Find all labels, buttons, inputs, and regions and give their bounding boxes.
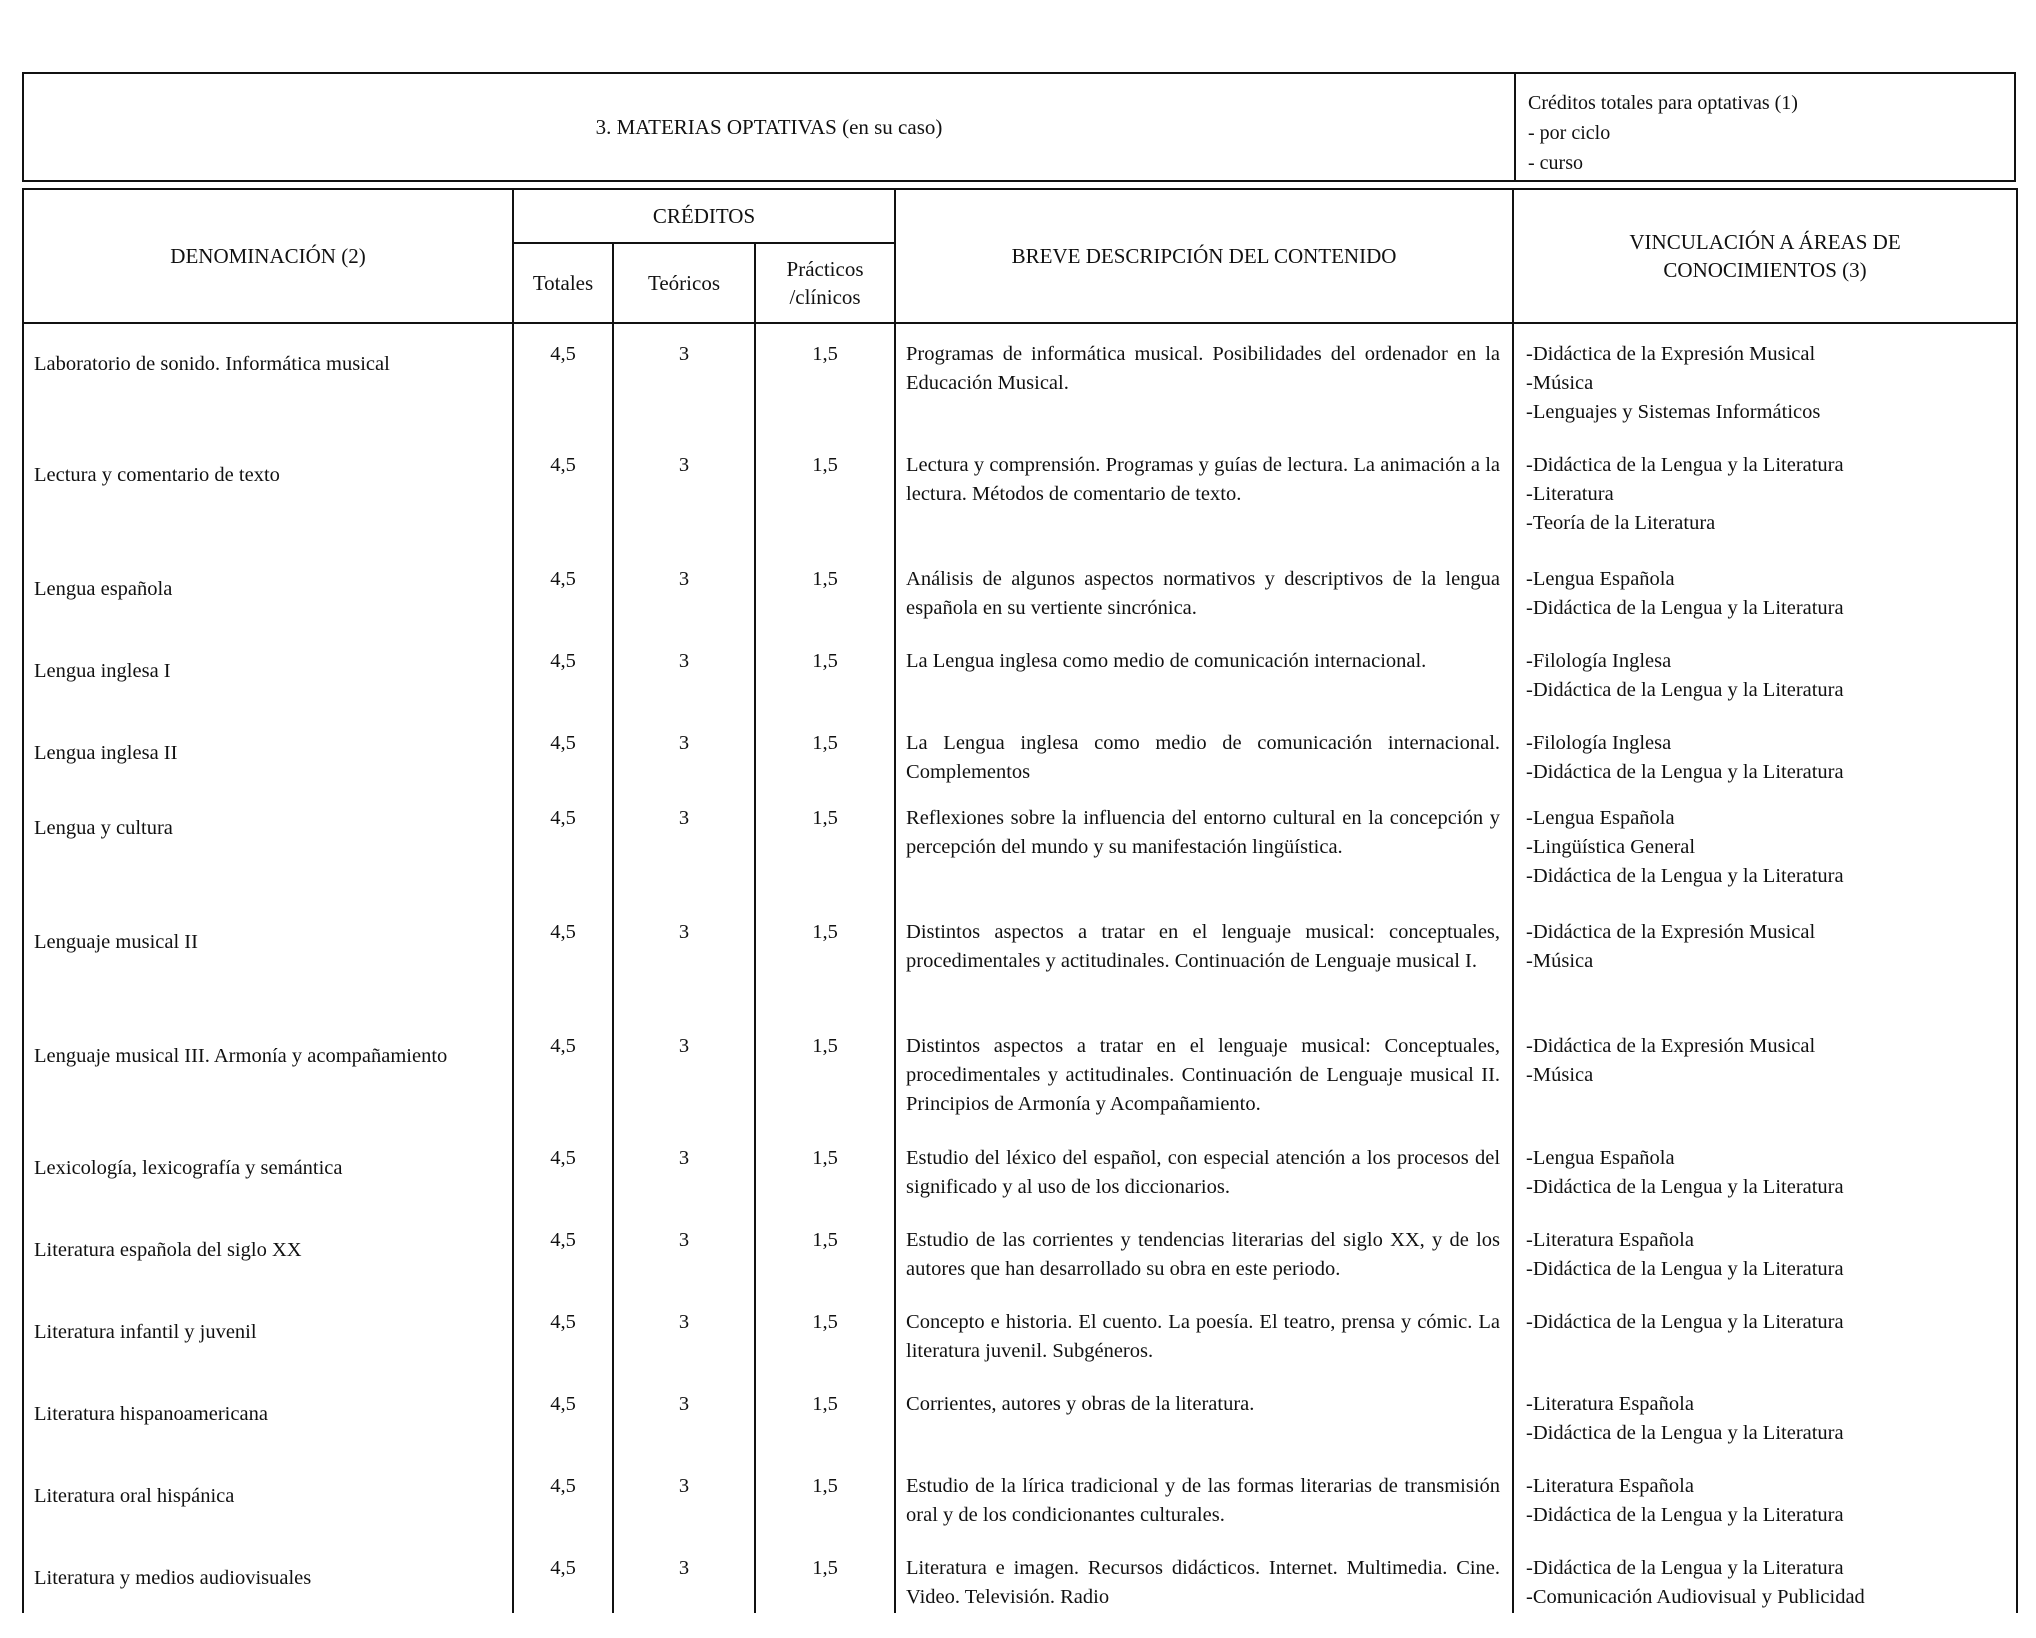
- credits-teoricos: 3: [613, 1016, 755, 1128]
- knowledge-area-item: -Lengua Española: [1526, 1147, 1675, 1169]
- subject-description: Estudio de la lírica tradicional y de las formas literarias de transmisión oral y de los condicionantes culturales.: [895, 1456, 1513, 1538]
- table-row: [23, 1210, 2017, 1292]
- credits-totales: 4,5: [513, 1456, 613, 1538]
- knowledge-area-item: -Literatura: [1526, 483, 1614, 505]
- credits-practicos: 1,5: [755, 323, 895, 435]
- credits-totales: 4,5: [513, 1292, 613, 1374]
- credits-practicos: 1,5: [755, 788, 895, 902]
- subject-name: Laboratorio de sonido. Informática musical: [23, 323, 513, 435]
- knowledge-areas: [1513, 788, 2017, 902]
- knowledge-area-item: -Didáctica de la Lengua y la Literatura: [1526, 1311, 1844, 1333]
- knowledge-area-item: -Literatura Española: [1526, 1475, 1694, 1497]
- subject-description: Lectura y comprensión. Programas y guías de lectura. La animación a la lectura. Métodos de comentario de texto.: [895, 435, 1513, 549]
- subject-description: Reflexiones sobre la influencia del entorno cultural en la concepción y percepción del mundo y su manifestación lingüística.: [895, 788, 1513, 902]
- knowledge-area-item: -Didáctica de la Lengua y la Literatura: [1526, 1504, 1844, 1526]
- subject-name: Lengua inglesa I: [23, 631, 513, 713]
- table-row: [23, 1016, 2017, 1128]
- table-row: [23, 1374, 2017, 1456]
- credits-practicos: 1,5: [755, 1128, 895, 1210]
- knowledge-area-item: -Didáctica de la Expresión Musical: [1526, 921, 1816, 943]
- table-row: [23, 1538, 2017, 1613]
- knowledge-area-item: -Didáctica de la Lengua y la Literatura: [1526, 1176, 1844, 1198]
- knowledge-areas: [1513, 323, 2017, 435]
- knowledge-area-item: -Lengua Española: [1526, 807, 1675, 829]
- credits-totales: 4,5: [513, 549, 613, 631]
- column-header-practicos-label: Prácticos /clínicos: [786, 257, 864, 309]
- knowledge-area-item: -Música: [1526, 372, 1594, 394]
- knowledge-area-item: -Lengua Española: [1526, 568, 1675, 590]
- document-page: [22, 72, 2016, 1613]
- subject-description: Análisis de algunos aspectos normativos y descriptivos de la lengua española en su vertiente sincrónica.: [895, 549, 1513, 631]
- credits-line: Créditos totales para optativas (1): [1528, 92, 1798, 114]
- credits-totales: 4,5: [513, 1538, 613, 1613]
- knowledge-areas: [1513, 1128, 2017, 1210]
- subject-description: Programas de informática musical. Posibilidades del ordenador en la Educación Musical.: [895, 323, 1513, 435]
- credits-practicos: 1,5: [755, 713, 895, 788]
- subject-name: Literatura y medios audiovisuales: [23, 1538, 513, 1613]
- subject-description: Estudio de las corrientes y tendencias literarias del siglo XX, y de los autores que han desarrollado su obra en este periodo.: [895, 1210, 1513, 1292]
- table-row: [23, 1456, 2017, 1538]
- subject-name: Lengua y cultura: [23, 788, 513, 902]
- subject-description: Literatura e imagen. Recursos didácticos. Internet. Multimedia. Cine. Video. Televisión. Radio: [895, 1538, 1513, 1613]
- column-header-totales: Totales: [513, 243, 613, 323]
- column-header-description: BREVE DESCRIPCIÓN DEL CONTENIDO: [895, 189, 1513, 323]
- knowledge-areas: [1513, 1538, 2017, 1613]
- credits-teoricos: 3: [613, 1292, 755, 1374]
- subject-description: La Lengua inglesa como medio de comunicación internacional. Complementos: [895, 713, 1513, 788]
- table-body: [23, 323, 2017, 1613]
- credits-totales: 4,5: [513, 788, 613, 902]
- subject-name: Lengua española: [23, 549, 513, 631]
- credits-totales: 4,5: [513, 1210, 613, 1292]
- credits-teoricos: 3: [613, 1456, 755, 1538]
- credits-line: - por ciclo: [1528, 122, 1611, 144]
- knowledge-area-item: -Filología Inglesa: [1526, 650, 1672, 672]
- credits-totales: 4,5: [513, 435, 613, 549]
- knowledge-area-item: -Didáctica de la Lengua y la Literatura: [1526, 1557, 1844, 1579]
- table-row: [23, 788, 2017, 902]
- knowledge-areas: [1513, 1016, 2017, 1128]
- knowledge-area-item: -Filología Inglesa: [1526, 732, 1672, 754]
- table-row: [23, 549, 2017, 631]
- credits-practicos: 1,5: [755, 1016, 895, 1128]
- knowledge-area-item: -Didáctica de la Lengua y la Literatura: [1526, 1258, 1844, 1280]
- knowledge-areas: [1513, 1456, 2017, 1538]
- knowledge-area-item: -Música: [1526, 1064, 1594, 1086]
- subject-name: Literatura hispanoamericana: [23, 1374, 513, 1456]
- knowledge-area-item: -Didáctica de la Lengua y la Literatura: [1526, 761, 1844, 783]
- table-row: [23, 631, 2017, 713]
- table-row: [23, 323, 2017, 435]
- subject-name: Lenguaje musical II: [23, 902, 513, 1016]
- credits-teoricos: 3: [613, 1128, 755, 1210]
- subject-description: Corrientes, autores y obras de la literatura.: [895, 1374, 1513, 1456]
- total-credits-box: [1516, 74, 2014, 180]
- knowledge-area-item: -Didáctica de la Lengua y la Literatura: [1526, 679, 1844, 701]
- knowledge-areas: [1513, 435, 2017, 549]
- section-header: [22, 72, 2016, 182]
- column-header-credits: CRÉDITOS: [513, 189, 895, 243]
- credits-totales: 4,5: [513, 713, 613, 788]
- table-row: [23, 713, 2017, 788]
- subject-description: Estudio del léxico del español, con especial atención a los procesos del significado y al uso de los diccionarios.: [895, 1128, 1513, 1210]
- credits-teoricos: 3: [613, 631, 755, 713]
- knowledge-areas: [1513, 631, 2017, 713]
- subject-description: La Lengua inglesa como medio de comunicación internacional.: [895, 631, 1513, 713]
- knowledge-area-item: -Lingüística General: [1526, 836, 1696, 858]
- credits-totales: 4,5: [513, 323, 613, 435]
- knowledge-area-item: -Comunicación Audiovisual y Publicidad: [1526, 1586, 1865, 1608]
- knowledge-areas: [1513, 902, 2017, 1016]
- credits-practicos: 1,5: [755, 549, 895, 631]
- column-header-teoricos: Teóricos: [613, 243, 755, 323]
- credits-practicos: 1,5: [755, 631, 895, 713]
- credits-practicos: 1,5: [755, 1210, 895, 1292]
- subject-name: Lengua inglesa II: [23, 713, 513, 788]
- knowledge-area-item: -Música: [1526, 950, 1594, 972]
- knowledge-areas: [1513, 549, 2017, 631]
- credits-practicos: 1,5: [755, 1292, 895, 1374]
- knowledge-area-item: -Literatura Española: [1526, 1393, 1694, 1415]
- credits-practicos: 1,5: [755, 1456, 895, 1538]
- credits-teoricos: 3: [613, 549, 755, 631]
- subject-description: Distintos aspectos a tratar en el lenguaje musical: conceptuales, procedimentales y actitudinales. Continuación de Lenguaje musical I.: [895, 902, 1513, 1016]
- knowledge-area-item: -Didáctica de la Lengua y la Literatura: [1526, 597, 1844, 619]
- subjects-table: [22, 188, 2018, 1613]
- credits-totales: 4,5: [513, 1374, 613, 1456]
- credits-line: - curso: [1528, 152, 1583, 174]
- credits-teoricos: 3: [613, 1538, 755, 1613]
- subject-name: Literatura oral hispánica: [23, 1456, 513, 1538]
- credits-teoricos: 3: [613, 435, 755, 549]
- table-row: [23, 1292, 2017, 1374]
- credits-totales: 4,5: [513, 1128, 613, 1210]
- credits-teoricos: 3: [613, 323, 755, 435]
- knowledge-areas: [1513, 713, 2017, 788]
- table-row: [23, 902, 2017, 1016]
- subject-name: Lexicología, lexicografía y semántica: [23, 1128, 513, 1210]
- subject-name: Literatura infantil y juvenil: [23, 1292, 513, 1374]
- credits-teoricos: 3: [613, 713, 755, 788]
- credits-practicos: 1,5: [755, 1374, 895, 1456]
- column-header-practicos: [755, 243, 895, 323]
- subject-name: Lectura y comentario de texto: [23, 435, 513, 549]
- subject-name: Literatura española del siglo XX: [23, 1210, 513, 1292]
- table-row: [23, 435, 2017, 549]
- knowledge-areas: [1513, 1210, 2017, 1292]
- credits-teoricos: 3: [613, 788, 755, 902]
- credits-totales: 4,5: [513, 1016, 613, 1128]
- credits-practicos: 1,5: [755, 902, 895, 1016]
- column-header-areas-label: VINCULACIÓN A ÁREAS DE CONOCIMIENTOS (3): [1629, 230, 1901, 282]
- knowledge-area-item: -Teoría de la Literatura: [1526, 512, 1716, 534]
- knowledge-area-item: -Didáctica de la Expresión Musical: [1526, 1035, 1816, 1057]
- credits-practicos: 1,5: [755, 1538, 895, 1613]
- knowledge-area-item: -Lenguajes y Sistemas Informáticos: [1526, 401, 1821, 423]
- section-title: 3. MATERIAS OPTATIVAS (en su caso): [24, 74, 1516, 180]
- subject-name: Lenguaje musical III. Armonía y acompañamiento: [23, 1016, 513, 1128]
- table-row: [23, 1128, 2017, 1210]
- knowledge-area-item: -Didáctica de la Expresión Musical: [1526, 343, 1816, 365]
- credits-teoricos: 3: [613, 902, 755, 1016]
- knowledge-area-item: -Didáctica de la Lengua y la Literatura: [1526, 1422, 1844, 1444]
- knowledge-areas: [1513, 1374, 2017, 1456]
- knowledge-area-item: -Didáctica de la Lengua y la Literatura: [1526, 454, 1844, 476]
- knowledge-areas: [1513, 1292, 2017, 1374]
- subject-description: Concepto e historia. El cuento. La poesía. El teatro, prensa y cómic. La literatura juvenil. Subgéneros.: [895, 1292, 1513, 1374]
- column-header-areas: [1513, 189, 2017, 323]
- knowledge-area-item: -Literatura Española: [1526, 1229, 1694, 1251]
- credits-totales: 4,5: [513, 631, 613, 713]
- credits-teoricos: 3: [613, 1210, 755, 1292]
- credits-practicos: 1,5: [755, 435, 895, 549]
- knowledge-area-item: -Didáctica de la Lengua y la Literatura: [1526, 865, 1844, 887]
- credits-teoricos: 3: [613, 1374, 755, 1456]
- credits-totales: 4,5: [513, 902, 613, 1016]
- column-header-name: DENOMINACIÓN (2): [23, 189, 513, 323]
- subject-description: Distintos aspectos a tratar en el lenguaje musical: Conceptuales, procedimentales y actitudinales. Continuación de Lenguaje musical II. Principios de Armonía y Acompañamiento.: [895, 1016, 1513, 1128]
